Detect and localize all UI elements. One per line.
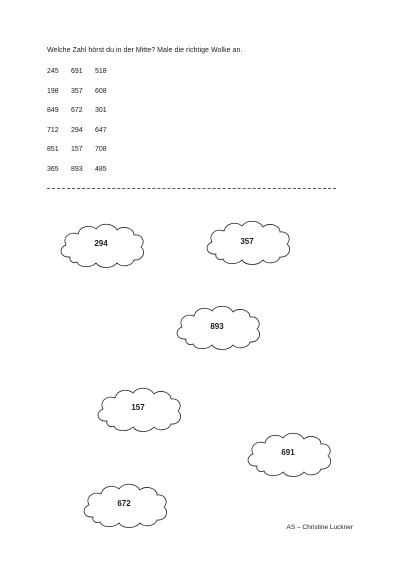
- number-cell: 672: [71, 107, 83, 115]
- number-cell: 365: [47, 165, 59, 173]
- number-cell: 608: [95, 87, 107, 95]
- number-cell: 294: [71, 126, 83, 134]
- cloud-157[interactable]: [93, 385, 183, 433]
- cloud-672[interactable]: [79, 481, 169, 529]
- number-cell: 893: [71, 165, 83, 173]
- cloud-number: 691: [281, 448, 295, 457]
- dashed-divider: [47, 188, 336, 189]
- cloud-893[interactable]: [172, 303, 262, 351]
- cloud-number: 357: [240, 237, 254, 246]
- number-cell: 691: [71, 68, 83, 75]
- number-cell: 301: [95, 107, 107, 115]
- author-credit: AS – Christine Luckner: [286, 524, 353, 531]
- cloud-number: 893: [210, 322, 224, 331]
- number-cell: 157: [71, 146, 83, 154]
- number-cell: 485: [95, 165, 107, 173]
- cloud-294[interactable]: [56, 221, 146, 269]
- cloud-357[interactable]: [202, 218, 292, 266]
- number-cell: 712: [47, 126, 59, 134]
- number-cell: 647: [95, 126, 107, 134]
- number-cell: 198: [47, 87, 59, 95]
- instruction-text: Welche Zahl hörst du in der Mitte? Male die richtige Wolke an.: [47, 47, 243, 54]
- number-cell: 708: [95, 146, 107, 154]
- number-cell: 357: [71, 87, 83, 95]
- cloud-number: 294: [94, 239, 108, 248]
- number-cell: 245: [47, 68, 59, 75]
- cloud-number: 157: [131, 403, 145, 412]
- number-cell: 851: [47, 146, 59, 154]
- number-cell: 849: [47, 107, 59, 115]
- cloud-number: 672: [117, 499, 131, 508]
- cloud-691[interactable]: [243, 430, 333, 478]
- number-cell: 518: [95, 68, 107, 75]
